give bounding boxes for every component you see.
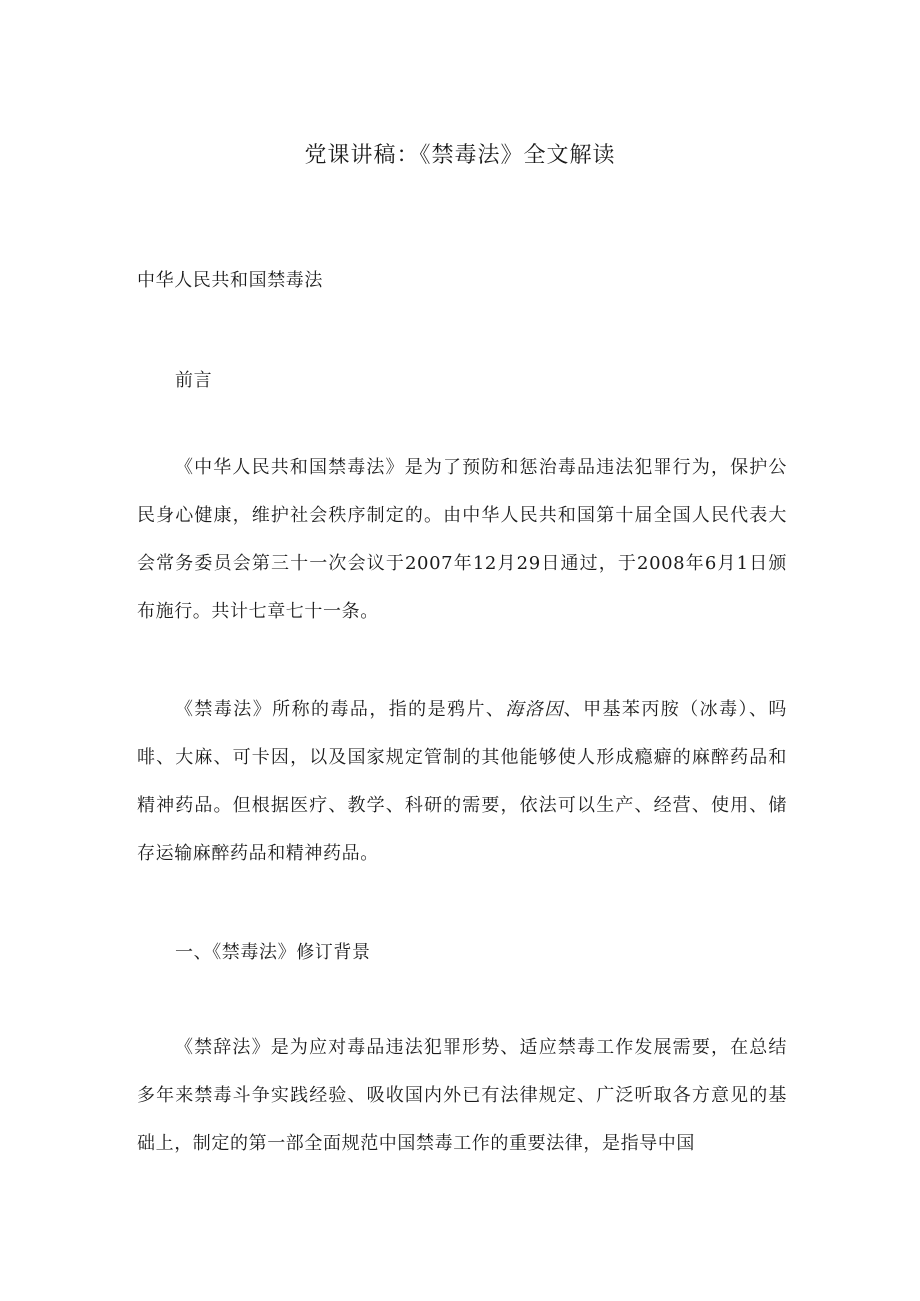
- paragraph-drug-definition-part1: 《禁毒法》所称的毒品，指的是鸦片、: [175, 699, 506, 720]
- paragraph-drug-definition: [137, 686, 787, 878]
- preface-heading: 前言: [175, 370, 213, 391]
- section1-heading: 一、《禁毒法》修订背景: [175, 942, 371, 963]
- paragraph-drug-definition-italic: 海洛因: [505, 699, 564, 720]
- paragraph-intro: [137, 444, 787, 636]
- paragraph-background: [137, 1024, 787, 1168]
- document-title: 党课讲稿：《禁毒法》全文解读: [304, 143, 616, 168]
- paragraph-intro-text: 《中华人民共和国禁毒法》是为了预防和惩治毒品违法犯罪行为，保护公民身心健康，维护社会秩序制定的。由中华人民共和国第十届全国人民代表大会常务委员会第三十一次会议于2007年12月29日通过，于2008年6月1日颁布施行。共计七章七十一条。: [137, 457, 787, 622]
- law-name: 中华人民共和国禁毒法: [137, 270, 323, 291]
- paragraph-drug-definition-part2: 、甲基苯丙胺（冰毒）、吗啡、大麻、可卡因，以及国家规定管制的其他能够使人形成瘾癖的麻醉药品和精神药品。但根据医疗、教学、科研的需要，依法可以生产、经营、使用、储存运输麻醉药品和精神药品。: [137, 699, 787, 864]
- paragraph-drug-definition-text: [137, 686, 787, 878]
- paragraph-background-text: 《禁辞法》是为应对毒品违法犯罪形势、适应禁毒工作发展需要，在总结多年来禁毒斗争实践经验、吸收国内外已有法律规定、广泛听取各方意见的基础上，制定的第一部全面规范中国禁毒工作的重要法律，是指导中国: [137, 1037, 787, 1154]
